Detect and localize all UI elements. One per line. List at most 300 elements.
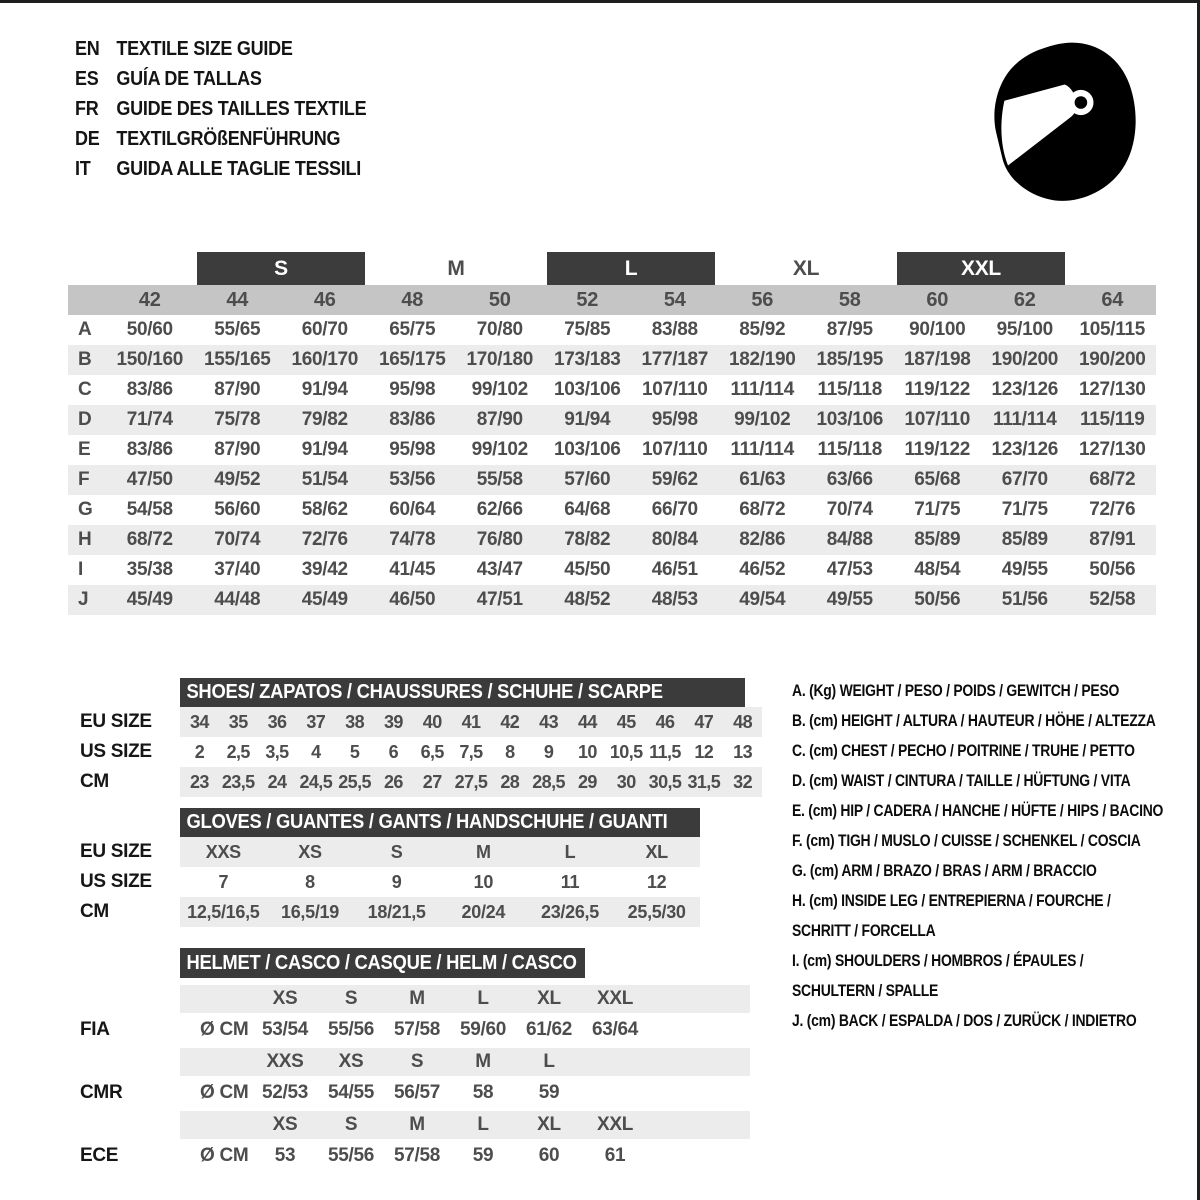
size-value: 95/98 — [389, 379, 436, 400]
helmet-section-bar — [180, 948, 585, 978]
cell-value: 45 — [616, 711, 636, 732]
helmet-size-value: 56/57 — [393, 1081, 441, 1103]
cell-value: 40 — [422, 711, 442, 732]
size-value: 47/51 — [476, 589, 523, 610]
helmet-size-value: 61/62 — [525, 1018, 573, 1040]
size-value: 72/76 — [1089, 499, 1136, 520]
size-value: 35/38 — [126, 559, 173, 580]
size-value: 37/40 — [214, 559, 261, 580]
cell-value: 47 — [694, 711, 714, 732]
cell-value: M — [475, 841, 491, 862]
size-value: 190/200 — [991, 349, 1059, 370]
size-value: 111/114 — [730, 439, 794, 460]
size-value: 123/126 — [991, 379, 1059, 400]
helmet-size-label: L — [477, 988, 489, 1009]
standard-label: CMR — [80, 1081, 123, 1103]
helmet-size-value: 61 — [604, 1144, 626, 1166]
size-value: 39/42 — [301, 559, 348, 580]
textile-size-table — [68, 252, 1156, 615]
cell-value: 32 — [733, 771, 752, 792]
helmet-size-value: 59/60 — [459, 1018, 507, 1040]
size-group-label: XXL — [897, 252, 1065, 285]
size-value: 85/89 — [1001, 529, 1048, 550]
language-title: GUIDA ALLE TAGLIE TESSILI — [116, 158, 361, 180]
size-value: 71/75 — [1001, 499, 1048, 520]
size-value: 115/119 — [1080, 409, 1145, 430]
numeric-size: 52 — [576, 288, 599, 311]
cell-value: 38 — [345, 711, 364, 732]
row-letter: F — [78, 469, 90, 490]
size-value: 75/85 — [564, 319, 611, 340]
size-value: 64/68 — [564, 499, 611, 520]
gloves-table — [80, 837, 700, 927]
numeric-size: 56 — [751, 288, 774, 311]
cell-value: 27 — [422, 771, 442, 792]
size-value: 185/195 — [816, 349, 884, 370]
numeric-size: 44 — [226, 288, 249, 311]
size-value: 41/45 — [389, 559, 436, 580]
size-value: 56/60 — [214, 499, 261, 520]
numeric-size: 50 — [488, 288, 511, 311]
size-value: 115/118 — [817, 379, 882, 400]
size-value: 48/54 — [914, 559, 961, 580]
cell-value: 42 — [500, 711, 520, 732]
size-value: 111/114 — [730, 379, 794, 400]
cell-value: 31,5 — [687, 771, 721, 792]
shoes-section-bar — [180, 678, 745, 707]
numeric-size: 46 — [313, 288, 336, 311]
table-row — [68, 315, 1156, 345]
language-code: DE — [75, 128, 100, 150]
size-value: 79/82 — [301, 409, 348, 430]
page-top-border — [0, 0, 1200, 3]
size-value: 70/74 — [214, 529, 261, 550]
helmet-size-value: 57/58 — [393, 1144, 441, 1166]
size-value: 83/88 — [651, 319, 698, 340]
cell-value: 43 — [539, 711, 558, 732]
language-code: EN — [75, 38, 100, 60]
size-value: 107/110 — [904, 409, 971, 430]
size-value: 83/86 — [126, 439, 173, 460]
numeric-size: 54 — [663, 288, 686, 311]
size-value: 76/80 — [476, 529, 523, 550]
helmet-size-label: S — [410, 1051, 424, 1072]
size-value: 127/130 — [1078, 379, 1146, 400]
size-group-label: L — [547, 252, 715, 285]
size-value: 58/62 — [301, 499, 348, 520]
size-value: 123/126 — [991, 439, 1059, 460]
cell-value: 2,5 — [226, 741, 250, 762]
size-value: 150/160 — [116, 349, 184, 370]
helmet-values-row — [180, 1076, 750, 1109]
size-value: 43/47 — [476, 559, 523, 580]
visor-pivot-center — [1075, 96, 1088, 109]
size-value: 87/90 — [214, 439, 261, 460]
size-value: 105/115 — [1079, 319, 1146, 340]
size-value: 187/198 — [903, 349, 971, 370]
size-group-row — [68, 252, 1156, 285]
row-letter: H — [78, 529, 92, 550]
size-value: 72/76 — [301, 529, 348, 550]
size-value: 95/100 — [996, 319, 1053, 340]
numeric-size: 48 — [401, 288, 424, 311]
cell-value: 26 — [383, 771, 403, 792]
gloves-section-bar — [180, 808, 700, 837]
cell-value: 4 — [311, 741, 321, 762]
size-value: 99/102 — [471, 439, 528, 460]
row-letter: B — [78, 349, 92, 370]
row-letter: I — [78, 559, 83, 580]
diameter-unit: Ø CM — [200, 1144, 249, 1166]
helmet-size-label: M — [409, 988, 425, 1009]
size-value: 55/65 — [214, 319, 261, 340]
cell-value: 29 — [577, 771, 597, 792]
row-label: EU SIZE — [80, 711, 152, 732]
size-value: 87/95 — [826, 319, 873, 340]
legend-line: C. (cm) CHEST / PECHO / POITRINE / TRUHE / PETTO — [792, 741, 1135, 760]
cell-value: 12 — [694, 741, 714, 762]
size-value: 103/106 — [816, 409, 884, 430]
size-value: 60/70 — [301, 319, 348, 340]
helmet-size-label: L — [543, 1051, 555, 1072]
standard-label: ECE — [80, 1144, 119, 1166]
helmet-size-value: 52/53 — [261, 1081, 309, 1103]
standard-label: FIA — [80, 1018, 110, 1040]
size-value: 173/183 — [553, 349, 621, 370]
row-label: US SIZE — [80, 871, 152, 892]
cell-value: 25,5 — [338, 771, 371, 792]
helmet-size-value: 57/58 — [393, 1018, 441, 1040]
helmet-size-label: XS — [272, 988, 298, 1009]
numeric-size: 64 — [1101, 288, 1124, 311]
size-value: 119/122 — [904, 439, 971, 460]
shoes-section-title: SHOES/ ZAPATOS / CHAUSSURES / SCHUHE / SCARPE — [186, 681, 663, 703]
cell-value: 24,5 — [299, 771, 333, 792]
diameter-unit: Ø CM — [200, 1018, 249, 1040]
size-value: 59/62 — [651, 469, 698, 490]
size-value: 68/72 — [739, 499, 786, 520]
helmet-size-label: S — [344, 988, 358, 1009]
helmet-size-value: 53/54 — [261, 1018, 309, 1040]
size-value: 53/56 — [389, 469, 436, 490]
cell-value: 46 — [655, 711, 675, 732]
cell-value: 35 — [228, 711, 248, 732]
size-value: 87/91 — [1089, 529, 1136, 550]
size-value: 87/90 — [476, 409, 523, 430]
helmet-size-value: 63/64 — [591, 1018, 639, 1040]
legend-line: G. (cm) ARM / BRAZO / BRAS / ARM / BRACCIO — [792, 861, 1097, 880]
table-row — [68, 465, 1156, 495]
size-value: 46/52 — [739, 559, 786, 580]
cell-value: L — [564, 841, 576, 862]
table-row — [68, 375, 1156, 405]
size-value: 47/53 — [826, 559, 873, 580]
cell-value: 28,5 — [532, 771, 565, 792]
cell-value: 3,5 — [265, 741, 289, 762]
helmet-size-value: 60 — [538, 1144, 560, 1166]
size-value: 50/60 — [126, 319, 173, 340]
size-value: 46/50 — [389, 589, 436, 610]
size-group-label: XL — [792, 256, 820, 280]
diameter-unit: Ø CM — [200, 1081, 249, 1103]
table-row — [68, 435, 1156, 465]
cell-value: 27,5 — [454, 771, 488, 792]
helmet-values-row — [180, 1139, 750, 1172]
size-value: 103/106 — [553, 439, 621, 460]
helmet-size-label: XXL — [596, 988, 634, 1009]
language-title: TEXTILGRÖßENFÜHRUNG — [116, 128, 341, 150]
size-value: 91/94 — [301, 379, 348, 400]
size-value: 74/78 — [389, 529, 436, 550]
legend-line: SCHRITT / FORCELLA — [792, 921, 936, 940]
cell-value: 34 — [189, 711, 209, 732]
helmet-size-value: 58 — [472, 1081, 494, 1103]
cell-value: 12 — [646, 871, 667, 892]
helmet-size-value: 53 — [274, 1144, 296, 1166]
row-label: CM — [80, 901, 109, 922]
row-letter: G — [78, 499, 93, 520]
size-value: 51/56 — [1001, 589, 1048, 610]
language-title: GUÍA DE TALLAS — [116, 68, 262, 90]
size-value: 48/53 — [651, 589, 698, 610]
numeric-size: 58 — [838, 288, 861, 311]
size-value: 51/54 — [301, 469, 348, 490]
size-value: 45/49 — [301, 589, 348, 610]
cell-value: XS — [298, 841, 322, 862]
size-value: 103/106 — [553, 379, 621, 400]
language-title-list — [75, 38, 366, 181]
size-group-label: M — [447, 256, 465, 280]
row-label: US SIZE — [80, 741, 152, 762]
cell-value: 23 — [189, 771, 209, 792]
cell-value: 9 — [391, 871, 402, 892]
size-value: 48/52 — [564, 589, 611, 610]
size-value: 61/63 — [739, 469, 786, 490]
cell-value: 10 — [473, 871, 494, 892]
size-value: 45/49 — [126, 589, 173, 610]
row-letter: C — [78, 379, 92, 400]
cell-value: 23,5 — [221, 771, 255, 792]
language-title: TEXTILE SIZE GUIDE — [116, 38, 293, 60]
size-value: 99/102 — [734, 409, 791, 430]
size-group-label: S — [197, 252, 365, 285]
size-value: 50/56 — [914, 589, 961, 610]
cell-value: 7 — [218, 871, 229, 892]
helmet-size-label: XS — [338, 1051, 364, 1072]
size-value: 177/187 — [641, 349, 709, 370]
size-value: 115/118 — [817, 439, 882, 460]
numeric-size: 60 — [926, 288, 949, 311]
size-value: 83/86 — [126, 379, 173, 400]
size-value: 55/58 — [476, 469, 523, 490]
helmet-size-label: XXS — [266, 1051, 304, 1072]
cell-value: 20/24 — [461, 901, 506, 922]
size-value: 85/89 — [914, 529, 961, 550]
helmet-size-value: 59 — [472, 1144, 494, 1166]
table-row — [68, 555, 1156, 585]
helmet-size-band — [180, 985, 750, 1013]
size-value: 62/66 — [476, 499, 523, 520]
cell-value: 48 — [733, 711, 752, 732]
helmet-size-label: M — [409, 1114, 425, 1135]
row-letter: A — [78, 319, 92, 340]
helmet-size-value: 55/56 — [327, 1144, 375, 1166]
cell-value: 10 — [577, 741, 597, 762]
size-value: 190/200 — [1078, 349, 1146, 370]
cell-value: 8 — [505, 741, 515, 762]
size-value: 49/55 — [1001, 559, 1048, 580]
size-value: 49/55 — [826, 589, 873, 610]
cell-value: 41 — [461, 711, 481, 732]
row-label: EU SIZE — [80, 841, 152, 862]
cell-value: 12,5/16,5 — [187, 901, 260, 922]
shoes-table — [80, 707, 762, 797]
size-value: 85/92 — [739, 319, 786, 340]
numeric-size-band — [68, 285, 1156, 315]
cell-value: S — [390, 841, 403, 862]
textile-rows — [68, 315, 1156, 615]
row-values — [180, 897, 700, 927]
legend-line: F. (cm) TIGH / MUSLO / CUISSE / SCHENKEL / COSCIA — [792, 831, 1141, 850]
size-value: 68/72 — [126, 529, 173, 550]
size-value: 87/90 — [214, 379, 261, 400]
cell-value: 13 — [733, 741, 752, 762]
size-value: 107/110 — [641, 439, 708, 460]
legend-line: H. (cm) INSIDE LEG / ENTREPIERNA / FOURCHE / — [792, 891, 1111, 910]
size-value: 83/86 — [389, 409, 436, 430]
size-value: 54/58 — [126, 499, 173, 520]
size-value: 45/50 — [564, 559, 611, 580]
size-value: 68/72 — [1089, 469, 1136, 490]
table-row — [68, 345, 1156, 375]
size-value: 82/86 — [739, 529, 786, 550]
cell-value: 7,5 — [459, 741, 483, 762]
size-value: 99/102 — [471, 379, 528, 400]
table-row — [68, 525, 1156, 555]
cell-value: 39 — [383, 711, 403, 732]
size-value: 91/94 — [301, 439, 348, 460]
size-value: 95/98 — [651, 409, 698, 430]
row-values — [180, 837, 700, 867]
row-values — [180, 707, 762, 737]
cell-value: 37 — [306, 711, 326, 732]
cell-value: 23/26,5 — [541, 901, 599, 922]
size-value: 165/175 — [378, 349, 446, 370]
language-code: FR — [75, 98, 99, 120]
size-value: 75/78 — [214, 409, 261, 430]
numeric-size: 62 — [1013, 288, 1036, 311]
helmet-size-label: XL — [537, 988, 561, 1009]
size-value: 111/114 — [993, 409, 1057, 430]
size-value: 95/98 — [389, 439, 436, 460]
cell-value: 11,5 — [649, 741, 681, 762]
cell-value: 6 — [388, 741, 399, 762]
helmet-size-label: XS — [272, 1114, 298, 1135]
legend-line: J. (cm) BACK / ESPALDA / DOS / ZURÜCK / INDIETRO — [792, 1011, 1137, 1030]
size-value: 47/50 — [126, 469, 173, 490]
band-spacer — [80, 1111, 180, 1139]
helmet-size-label: L — [477, 1114, 489, 1135]
size-value: 49/54 — [739, 589, 786, 610]
numeric-size: 42 — [138, 288, 161, 311]
measurement-legend — [792, 676, 1186, 1036]
cell-value: 44 — [577, 711, 597, 732]
helmet-size-value: 55/56 — [327, 1018, 375, 1040]
size-value: 119/122 — [904, 379, 971, 400]
size-value: 84/88 — [826, 529, 873, 550]
size-value: 65/75 — [389, 319, 436, 340]
helmet-size-value: 59 — [538, 1081, 560, 1103]
cell-value: 28 — [500, 771, 520, 792]
size-value: 155/165 — [203, 349, 271, 370]
helmet-size-label: S — [344, 1114, 358, 1135]
cell-value: XL — [645, 841, 668, 862]
band-spacer — [80, 1048, 180, 1076]
size-value: 71/75 — [914, 499, 961, 520]
cell-value: 10,5 — [609, 741, 643, 762]
size-value: 49/52 — [214, 469, 261, 490]
cell-value: 2 — [194, 741, 205, 762]
size-value: 63/66 — [826, 469, 873, 490]
helmet-size-label: XL — [537, 1114, 561, 1135]
helmet-size-value: 54/55 — [327, 1081, 375, 1103]
row-values — [180, 867, 700, 897]
size-value: 71/74 — [126, 409, 173, 430]
helmet-section-title: HELMET / CASCO / CASQUE / HELM / CASCO — [186, 951, 577, 974]
racing-helmet-icon — [972, 28, 1152, 213]
legend-line: SCHULTERN / SPALLE — [792, 981, 939, 1000]
helmet-table — [80, 985, 750, 1172]
helmet-size-band — [180, 1048, 750, 1076]
size-value: 46/51 — [651, 559, 698, 580]
legend-line: I. (cm) SHOULDERS / HOMBROS / ÉPAULES / — [792, 951, 1084, 970]
size-value: 90/100 — [909, 319, 966, 340]
cell-value: 18/21,5 — [367, 901, 426, 922]
size-value: 65/68 — [914, 469, 961, 490]
band-spacer — [80, 985, 180, 1013]
cell-value: 25,5/30 — [627, 901, 686, 922]
size-value: 67/70 — [1001, 469, 1048, 490]
size-value: 66/70 — [651, 499, 698, 520]
size-value: 170/180 — [466, 349, 534, 370]
gloves-section-title: GLOVES / GUANTES / GANTS / HANDSCHUHE / GUANTI — [186, 811, 668, 833]
table-row — [68, 495, 1156, 525]
row-values — [180, 767, 762, 797]
size-value: 70/74 — [826, 499, 873, 520]
size-value: 78/82 — [564, 529, 611, 550]
cell-value: 8 — [305, 871, 315, 892]
size-value: 182/190 — [728, 349, 796, 370]
helmet-size-label: XXL — [596, 1114, 634, 1135]
cell-value: XXS — [205, 841, 241, 862]
cell-value: 11 — [560, 871, 580, 892]
size-value: 44/48 — [214, 589, 261, 610]
size-value: 127/130 — [1078, 439, 1146, 460]
helmet-size-band — [180, 1111, 750, 1139]
table-row — [68, 585, 1156, 615]
language-code: ES — [75, 68, 99, 90]
size-value: 50/56 — [1089, 559, 1136, 580]
cell-value: 36 — [267, 711, 287, 732]
size-value: 91/94 — [564, 409, 611, 430]
size-value: 107/110 — [641, 379, 708, 400]
row-letter: D — [78, 409, 92, 430]
row-values — [180, 737, 762, 767]
size-value: 70/80 — [476, 319, 523, 340]
cell-value: 6,5 — [420, 741, 444, 762]
cell-value: 5 — [349, 741, 360, 762]
row-letter: E — [78, 439, 91, 460]
